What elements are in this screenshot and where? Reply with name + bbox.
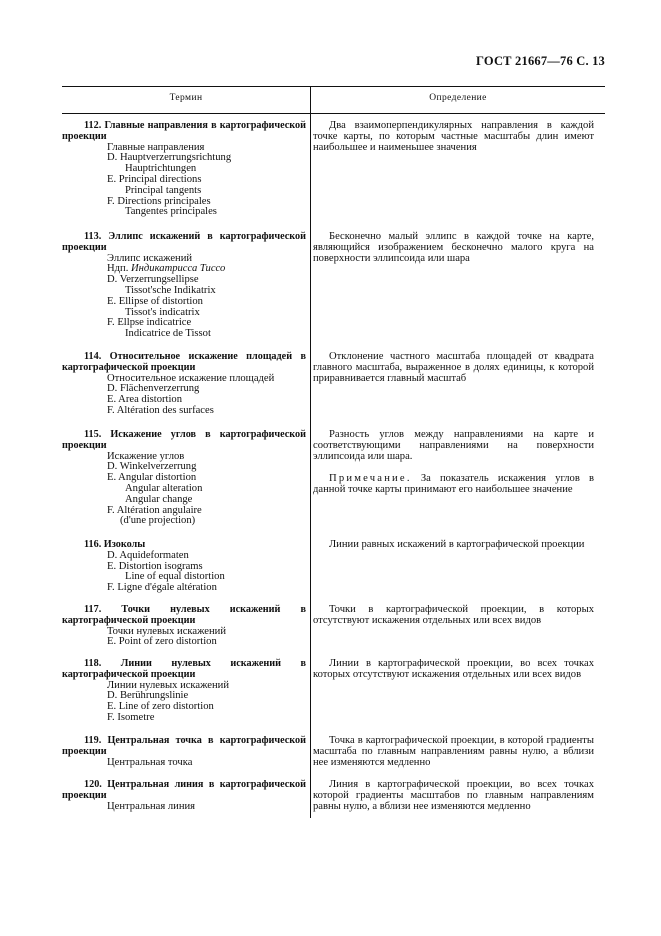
definition-112 xyxy=(313,121,594,153)
term-line: Tangentes principales xyxy=(125,206,217,218)
page-header: ГОСТ 21667—76 С. 13 xyxy=(476,54,605,68)
term-line: E. Angular distortion xyxy=(107,472,197,484)
definition-text: Два взаимоперпендикулярных направления в каждой точке карты, по которым частные масштабы длин имеют наибольшее и наименьшее значения xyxy=(313,120,594,153)
definition-115 xyxy=(313,430,594,496)
term-line: Точки нулевых искажений xyxy=(107,625,226,637)
definition-text: Точка в картографической проекции, в которой градиенты масштаба по главным направлениям равны нулю, а вблизи нее изменяются медленно xyxy=(313,735,594,768)
term-line: Tissot's indicatrix xyxy=(125,306,200,318)
note-label: Примечание. xyxy=(329,473,412,485)
term-line: F. Altération des surfaces xyxy=(107,404,214,416)
term-line: F. Ligne d'égale altération xyxy=(107,582,217,594)
term-title: 114. Относительное искажение площадей в картографической проекции xyxy=(62,351,306,373)
definition-note xyxy=(313,474,594,496)
column-header-term: Термин xyxy=(169,93,203,103)
definition-text: Отклонение частного масштаба площадей от квадрата главного масштаба, выраженное в долях единицы, к которой приравнивается главный масштаб xyxy=(313,351,594,384)
definition-114 xyxy=(313,352,594,384)
definition-text: Линии равных искажений в картографической проекции xyxy=(329,539,585,550)
term-line: D. Hauptverzerrungsrichtung xyxy=(107,152,232,164)
term-112 xyxy=(62,121,306,218)
term-line: Angular alteration xyxy=(125,482,203,494)
term-line: Центральная линия xyxy=(107,800,196,812)
term-title: 112. Главные направления в картографической проекции xyxy=(62,120,306,142)
definition-text: Линия в картографической проекции, во всех точках которой градиенты масштабов по главным направлениям равны нулю, а вблизи нее изменяются медленно xyxy=(313,779,594,812)
column-header-definition: Определение xyxy=(429,93,487,103)
table-top-rule xyxy=(62,86,605,87)
term-line: Искажение углов xyxy=(107,450,185,462)
term-line: E. Line of zero distortion xyxy=(107,701,214,713)
definition-118 xyxy=(313,659,594,681)
term-119 xyxy=(62,736,306,768)
term-line: E. Point of zero distortion xyxy=(107,636,217,648)
term-title: 118. Линии нулевых искажений в картографической проекции xyxy=(62,658,306,680)
term-line: Indicatrice de Tissot xyxy=(125,328,211,340)
term-line: E. Principal directions xyxy=(107,173,202,185)
definition-119 xyxy=(313,736,594,768)
term-line: Центральная точка xyxy=(107,756,193,768)
definition-116 xyxy=(313,540,594,551)
term-title: 117. Точки нулевых искажений в картографической проекции xyxy=(62,604,306,626)
term-line: Линии нулевых искажений xyxy=(107,679,230,691)
term-line: Tissot'sche Indikatrix xyxy=(125,284,216,296)
term-line: D. Flächenverzerrung xyxy=(107,383,200,395)
term-italic: Индикатрисса Тиссо xyxy=(131,263,226,275)
definition-120 xyxy=(313,780,594,812)
term-116 xyxy=(62,540,306,594)
table-column-divider xyxy=(310,86,311,818)
term-line: D. Berührungslinie xyxy=(107,690,189,702)
term-118 xyxy=(62,659,306,724)
term-113 xyxy=(62,232,306,340)
term-line: Относительное искажение площадей xyxy=(107,372,275,384)
term-120 xyxy=(62,780,306,812)
table-header-rule xyxy=(62,113,605,114)
term-title: 120. Центральная линия в картографической проекции xyxy=(62,779,306,801)
term-line: Line of equal distortion xyxy=(125,571,225,583)
definition-117 xyxy=(313,605,594,627)
term-line: F. Isometre xyxy=(107,711,155,723)
term-117 xyxy=(62,605,306,648)
term-line: (d'une projection) xyxy=(120,515,196,527)
term-line: Эллипс искажений xyxy=(107,252,193,264)
term-line: F. Altération angulaire xyxy=(107,504,202,516)
definition-text: Бесконечно малый эллипс в каждой точке на карте, являющийся изображением бесконечно малого круга на поверхности эллипсоида или шара xyxy=(313,231,594,264)
definition-text: Разность углов между направлениями на карте и соответствующими направлениями на поверхности эллипсоида или шара. xyxy=(313,429,594,462)
term-114 xyxy=(62,352,306,417)
term-title: 113. Эллипс искажений в картографической проекции xyxy=(62,231,306,253)
term-line: F. Ellpse indicatrice xyxy=(107,317,192,329)
term-line: D. Verzerrungsellipse xyxy=(107,274,199,286)
term-line: Principal tangents xyxy=(125,184,202,196)
term-title: 119. Центральная точка в картографической проекции xyxy=(62,735,306,757)
term-line: E. Area distortion xyxy=(107,394,183,406)
term-line: Главные направления xyxy=(107,141,205,153)
term-line: E. Distortion isograms xyxy=(107,560,203,572)
definition-text: Точки в картографической проекции, в которых отсутствуют искажения отдельных или всех видов xyxy=(313,604,594,626)
term-prefix: Ндп. xyxy=(107,263,129,275)
term-title: 116. Изоколы xyxy=(84,539,146,550)
term-line: Angular change xyxy=(125,493,193,505)
definition-113 xyxy=(313,232,594,264)
note-text: За показатель искажения углов в данной точке карты принимают его наибольшее значение xyxy=(313,473,594,496)
term-line: F. Directions principales xyxy=(107,195,211,207)
term-line: D. Aquideformaten xyxy=(107,549,189,561)
term-115 xyxy=(62,430,306,527)
term-line: E. Ellipse of distortion xyxy=(107,295,203,307)
term-title: 115. Искажение углов в картографической проекции xyxy=(62,429,306,451)
definition-text: Линии в картографической проекции, во всех точках которых отсутствуют искажения отдельных или всех видов xyxy=(313,658,594,680)
term-line: Hauptrichtungen xyxy=(125,163,197,175)
term-line: D. Winkelverzerrung xyxy=(107,461,197,473)
